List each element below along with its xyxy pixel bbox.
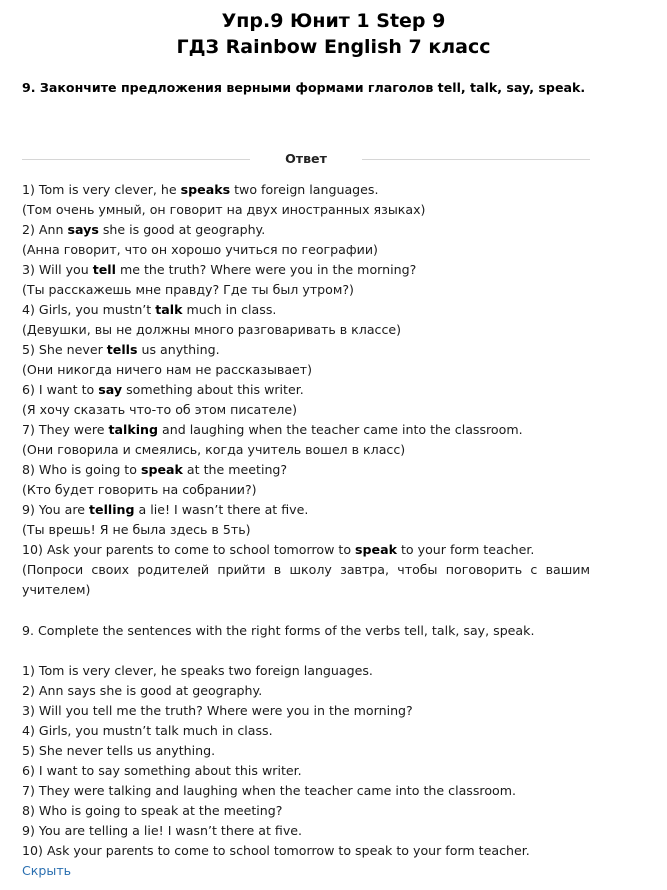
answer-sentence <box>22 300 590 320</box>
answer-verb: tells <box>106 342 138 357</box>
answer-text: us anything. <box>137 342 220 357</box>
divider-right <box>362 159 590 160</box>
answer-translation: (Кто будет говорить на собрании?) <box>22 482 257 497</box>
english-sentence: 7) They were talking and laughing when the teacher came into the classroom. <box>22 783 517 798</box>
answer-text: much in class. <box>182 302 277 317</box>
english-sentence: 3) Will you tell me the truth? Where were you in the morning? <box>22 703 413 718</box>
answer-text: to your form teacher. <box>396 542 535 557</box>
answer-sentence <box>22 460 590 480</box>
answer-verb: speak <box>355 542 397 557</box>
answer-translation: (Я хочу сказать что-то об этом писателе) <box>22 402 298 417</box>
answer-text: 1) Tom is very clever, he <box>22 182 181 197</box>
answer-sentence <box>22 340 590 360</box>
english-sentence-list <box>22 661 590 861</box>
answer-sentence <box>22 540 590 560</box>
answer-list <box>22 180 590 600</box>
english-sentence: 6) I want to say something about this writer. <box>22 763 302 778</box>
answer-verb: talk <box>155 302 183 317</box>
task-text: 9. Закончите предложения верными формами глаголов tell, talk, say, speak. <box>22 80 586 95</box>
english-sentence: 8) Who is going to speak at the meeting? <box>22 803 283 818</box>
english-sentence: 2) Ann says she is good at geography. <box>22 683 263 698</box>
answer-verb: talking <box>108 422 159 437</box>
divider-left <box>22 159 250 160</box>
answer-text: 4) Girls, you mustn’t <box>22 302 156 317</box>
english-sentence: 1) Tom is very clever, he speaks two foreign languages. <box>22 663 373 678</box>
answer-sentence <box>22 500 590 520</box>
english-sentence: 9) You are telling a lie! I wasn’t there at five. <box>22 823 303 838</box>
answer-translation: (Они говорила и смеялись, когда учитель вошел в класс) <box>22 442 406 457</box>
answer-sentence <box>22 380 590 400</box>
answer-translation: (Девушки, вы не должны много разговаривать в классе) <box>22 322 402 337</box>
answer-verb: tell <box>92 262 116 277</box>
answer-text: something about this writer. <box>122 382 304 397</box>
answer-sentence <box>22 180 590 200</box>
answer-text: and laughing when the teacher came into the classroom. <box>158 422 523 437</box>
answer-text: 7) They were <box>22 422 109 437</box>
answer-translation: (Попроси своих родителей прийти в школу завтра, чтобы поговорить с вашим учителем) <box>22 562 590 597</box>
answer-translation: (Анна говорит, что он хорошо учиться по географии) <box>22 242 378 257</box>
answer-text: 2) Ann <box>22 222 68 237</box>
answer-text: 8) Who is going to <box>22 462 141 477</box>
answer-verb: says <box>67 222 99 237</box>
answer-text: 10) Ask your parents to come to school tomorrow to <box>22 542 356 557</box>
answer-translation: (Том очень умный, он говорит на двух иностранных языках) <box>22 202 426 217</box>
answer-text: two foreign languages. <box>230 182 379 197</box>
answer-verb: say <box>98 382 123 397</box>
english-sentence: 5) She never tells us anything. <box>22 743 216 758</box>
answer-verb: speaks <box>180 182 231 197</box>
page-title: Упр.9 Юнит 1 Step 9 <box>221 10 446 32</box>
answer-translation: (Они никогда ничего нам не рассказывает) <box>22 362 313 377</box>
answer-text: 5) She never <box>22 342 107 357</box>
answer-text: me the truth? Where were you in the morning? <box>115 262 417 277</box>
answer-text: at the meeting? <box>182 462 288 477</box>
answer-text: 3) Will you <box>22 262 93 277</box>
answer-text: 6) I want to <box>22 382 99 397</box>
answer-text: she is good at geography. <box>98 222 266 237</box>
answer-verb: telling <box>89 502 135 517</box>
answer-translation: (Ты расскажешь мне правду? Где ты был утром?) <box>22 282 354 297</box>
english-sentence: 10) Ask your parents to come to school tomorrow to speak to your form teacher. <box>22 843 530 858</box>
hide-link[interactable]: Скрыть <box>22 863 72 878</box>
answer-heading: Ответ <box>285 151 327 166</box>
answer-verb: speak <box>140 462 183 477</box>
page-subtitle: ГДЗ Rainbow English 7 класс <box>176 36 491 58</box>
answer-sentence <box>22 220 590 240</box>
answer-sentence <box>22 260 590 280</box>
english-task-text: 9. Complete the sentences with the right forms of the verbs tell, talk, say, speak. <box>22 623 535 638</box>
answer-text: 9) You are <box>22 502 90 517</box>
english-sentence: 4) Girls, you mustn’t talk much in class. <box>22 723 273 738</box>
answer-sentence <box>22 420 590 440</box>
answer-translation: (Ты врешь! Я не была здесь в 5ть) <box>22 522 251 537</box>
answer-text: a lie! I wasn’t there at five. <box>134 502 309 517</box>
